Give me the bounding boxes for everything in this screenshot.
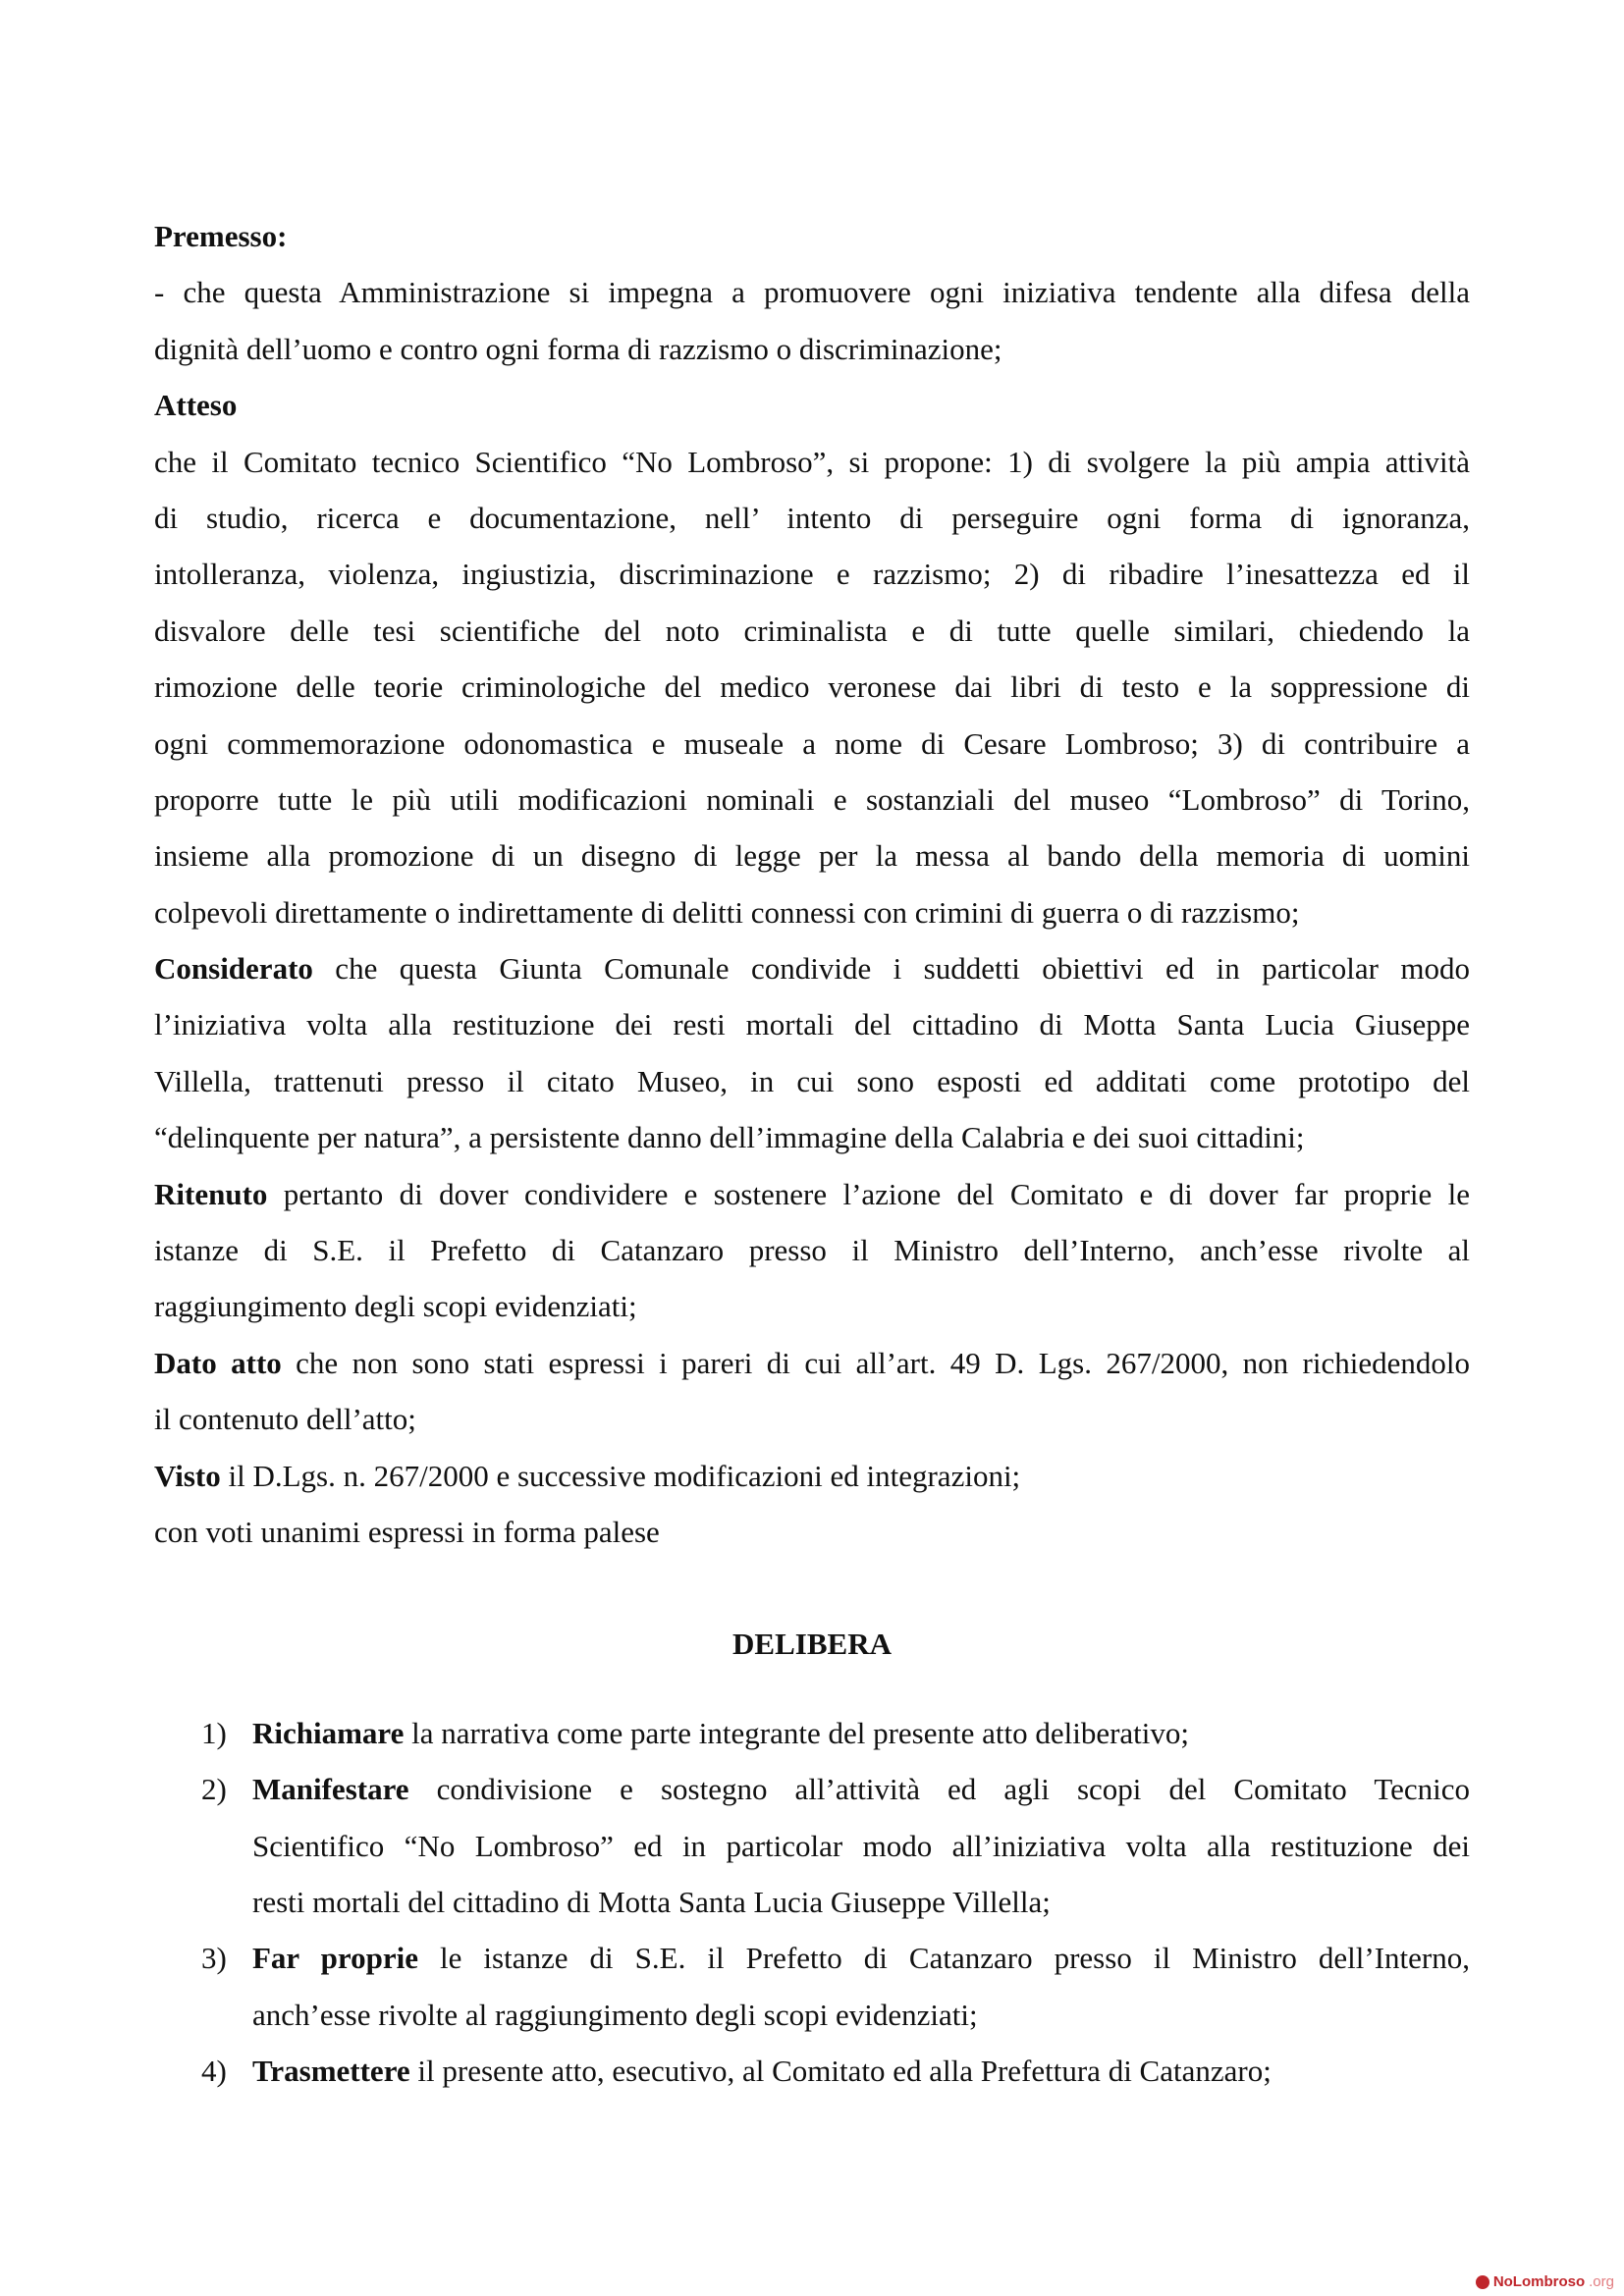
paragraph-line: Villella, trattenuti presso il citato Museo, in cui sono esposti ed additati come prototipo del [154,1063,1470,1098]
paragraph-line: rimozione delle teorie criminologiche del medico veronese dai libri di testo e la soppressione di [154,669,1470,705]
list-item-line: Manifestare condivisione e sostegno all’attività ed agli scopi del Comitato Tecnico [252,1772,1470,1807]
watermark [1476,2273,1614,2290]
keyword-trasmettere: Trasmettere [252,2054,410,2089]
keyword-far-proprie: Far proprie [252,1941,418,1976]
paragraph-ritenuto: Ritenuto pertanto di dover condividere e sostenere l’azione del Comitato e di dover far proprie le [154,1176,1470,1211]
paragraph-line: ogni commemorazione odonomastica e museale a nome di Cesare Lombroso; 3) di contribuire a [154,725,1470,761]
paragraph-line: insieme alla promozione di un disegno di legge per la messa al bando della memoria di uomini [154,838,1470,874]
spacer [154,1560,1470,1616]
paragraph-line: proporre tutte le più utili modificazioni nominali e sostanziali del museo “Lombroso” di Torino, [154,781,1470,817]
keyword-considerato: Considerato [154,951,313,987]
watermark-logo-icon [1476,2275,1489,2289]
keyword-dato-atto: Dato atto [154,1345,282,1380]
paragraph-line: istanze di S.E. il Prefetto di Catanzaro presso il Ministro dell’Interno, anch’esse rivolte al [154,1233,1470,1268]
paragraph-considerato: Considerato che questa Giunta Comunale condivide i suddetti obiettivi ed in particolar modo [154,951,1470,987]
list-item-line: anch’esse rivolte al raggiungimento degli scopi evidenziati; [252,1997,978,2032]
list-item [154,1705,1470,1761]
paragraph-line: di studio, ricerca e documentazione, nell’ intento di perseguire ogni forma di ignoranza, [154,500,1470,535]
list-item-line: Trasmettere il presente atto, esecutivo, al Comitato ed alla Prefettura di Catanzaro; [252,2054,1272,2089]
paragraph-line: il contenuto dell’atto; [154,1402,416,1437]
list-item [154,2043,1470,2099]
spacer [154,1673,1470,1705]
list-item-line: Richiamare la narrativa come parte integrante del presente atto deliberativo; [252,1715,1190,1750]
paragraph-visto: Visto il D.Lgs. n. 267/2000 e successive modificazioni ed integrazioni; [154,1458,1021,1493]
paragraph-line: disvalore delle tesi scientifiche del noto criminalista e di tutte quelle similari, chiedendo la [154,613,1470,648]
paragraph-line: raggiungimento degli scopi evidenziati; [154,1289,637,1324]
paragraph-voti: con voti unanimi espressi in forma palese [154,1514,660,1549]
watermark-brand: NoLombroso [1492,2273,1586,2290]
list-number: 2) [201,1772,227,1807]
list-item [154,1761,1470,1930]
keyword-visto: Visto [154,1458,221,1493]
list-item [154,1930,1470,2043]
list-number: 1) [201,1715,227,1750]
list-item-line: Far proprie le istanze di S.E. il Prefetto di Catanzaro presso il Ministro dell’Interno, [252,1941,1470,1976]
list-number: 3) [201,1941,227,1976]
paragraph-dato-atto: Dato atto che non sono stati espressi i pareri di cui all’art. 49 D. Lgs. 267/2000, non richiedendolo [154,1345,1470,1380]
paragraph-line: dignità dell’uomo e contro ogni forma di razzismo o discriminazione; [154,331,1002,366]
keyword-manifestare: Manifestare [252,1772,409,1807]
section-heading-atteso: Atteso [154,388,238,423]
section-heading-premesso: Premesso: [154,219,288,253]
paragraph-line: l’iniziativa volta alla restituzione dei resti mortali del cittadino di Motta Santa Lucia Giuseppe [154,1007,1470,1042]
list-item-line: Scientifico “No Lombroso” ed in particolar modo all’iniziativa volta alla restituzione dei [252,1828,1470,1863]
list-number: 4) [201,2054,227,2089]
delibera-heading: DELIBERA [732,1627,892,1662]
keyword-richiamare: Richiamare [252,1715,405,1750]
paragraph-line: intolleranza, violenza, ingiustizia, discriminazione e razzismo; 2) di ribadire l’inesattezza ed il [154,557,1470,592]
document-page [154,208,1470,2100]
keyword-ritenuto: Ritenuto [154,1176,268,1211]
paragraph-line: colpevoli direttamente o indirettamente di delitti connessi con crimini di guerra o di razzismo; [154,894,1300,930]
paragraph-line: che il Comitato tecnico Scientifico “No Lombroso”, si propone: 1) di svolgere la più ampia attività [154,444,1470,479]
paragraph-line: “delinquente per natura”, a persistente danno dell’immagine della Calabria e dei suoi cittadini; [154,1120,1305,1155]
list-item-line: resti mortali del cittadino di Motta Santa Lucia Giuseppe Villella; [252,1884,1051,1919]
paragraph-line: - che questa Amministrazione si impegna a promuovere ogni iniziativa tendente alla difesa della [154,275,1470,310]
watermark-suffix: .org [1589,2273,1614,2290]
